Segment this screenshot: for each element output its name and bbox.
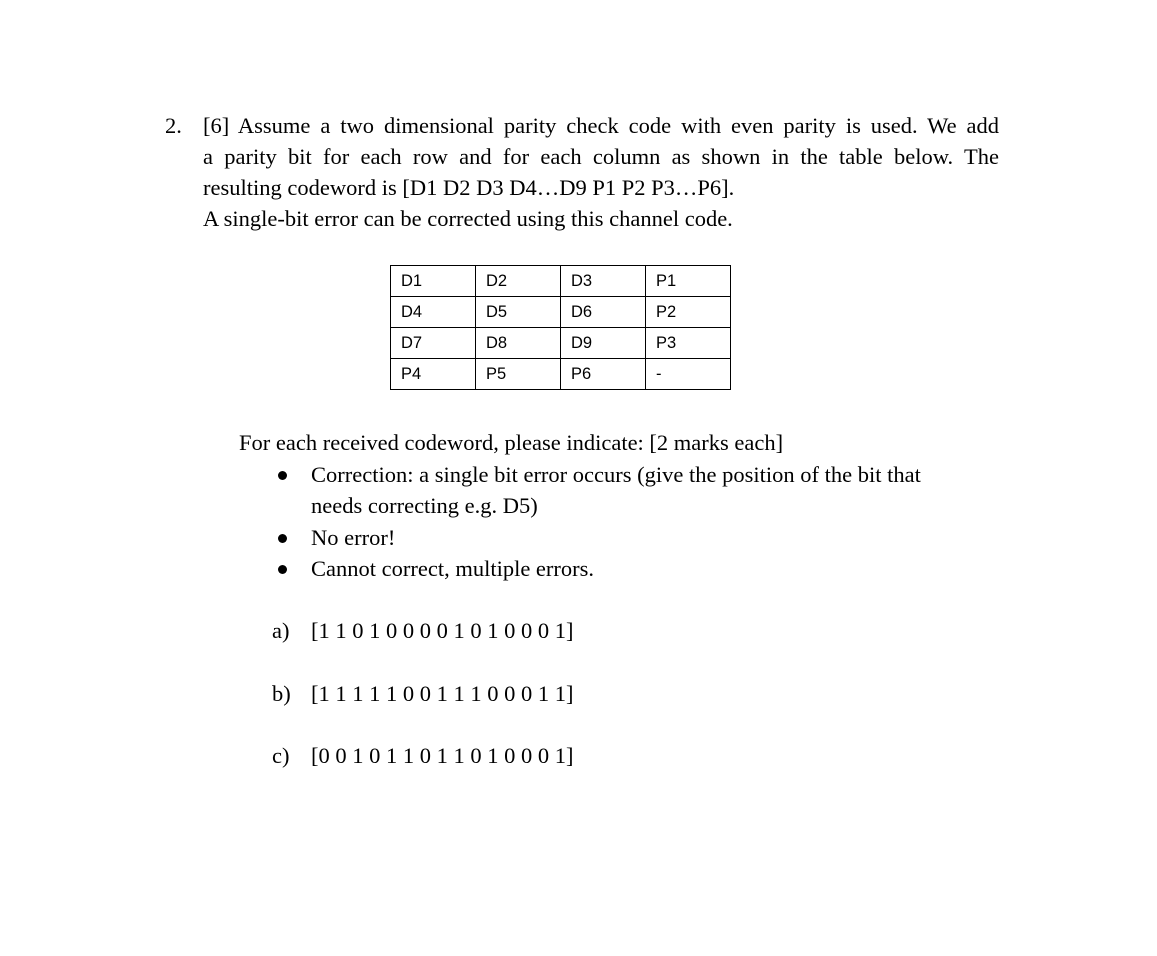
table-cell: D7 bbox=[391, 328, 476, 359]
table-cell: P6 bbox=[561, 359, 646, 390]
table-cell: D2 bbox=[476, 266, 561, 297]
table-cell: D5 bbox=[476, 297, 561, 328]
table-cell: D9 bbox=[561, 328, 646, 359]
list-item bbox=[270, 553, 921, 584]
table-cell: D4 bbox=[391, 297, 476, 328]
list-item bbox=[270, 522, 921, 553]
list-item bbox=[270, 459, 921, 521]
table-cell: P4 bbox=[391, 359, 476, 390]
parity-table bbox=[390, 265, 731, 390]
table-cell: D1 bbox=[391, 266, 476, 297]
table-cell: - bbox=[646, 359, 731, 390]
instructions-list bbox=[270, 459, 921, 584]
question-line-4: A single-bit error can be corrected using this channel code. bbox=[203, 206, 733, 231]
question-number: 2. bbox=[165, 113, 182, 138]
part-b bbox=[272, 678, 574, 709]
table-cell: P1 bbox=[646, 266, 731, 297]
part-codeword: [1 1 0 1 0 0 0 0 1 0 1 0 0 0 1] bbox=[311, 618, 574, 643]
table-cell: D8 bbox=[476, 328, 561, 359]
table-cell: P5 bbox=[476, 359, 561, 390]
part-label: b) bbox=[272, 681, 291, 706]
list-item-line-1: Correction: a single bit error occurs (give the position of the bit that bbox=[311, 462, 921, 487]
table-row bbox=[391, 359, 731, 390]
table-cell: D6 bbox=[561, 297, 646, 328]
question-line-2: a parity bit for each row and for each column as shown in the table below. The bbox=[203, 144, 999, 169]
bullet-icon bbox=[278, 471, 287, 480]
part-c bbox=[272, 740, 574, 771]
question-text bbox=[203, 110, 999, 234]
table-cell: P3 bbox=[646, 328, 731, 359]
part-a bbox=[272, 615, 574, 646]
question-line-3: resulting codeword is [D1 D2 D3 D4…D9 P1 P2 P3…P6]. bbox=[203, 175, 735, 200]
question-line-1: [6] Assume a two dimensional parity check code with even parity is used. We add bbox=[203, 113, 999, 138]
instructions-intro: For each received codeword, please indicate: [2 marks each] bbox=[239, 430, 784, 455]
bullet-icon bbox=[278, 534, 287, 543]
table-row bbox=[391, 297, 731, 328]
part-label: a) bbox=[272, 618, 290, 643]
part-codeword: [1 1 1 1 1 0 0 1 1 1 0 0 0 1 1] bbox=[311, 681, 574, 706]
bullet-icon bbox=[278, 565, 287, 574]
list-item-line-2: needs correcting e.g. D5) bbox=[311, 493, 538, 518]
part-label: c) bbox=[272, 743, 290, 768]
list-item-line-1: No error! bbox=[311, 525, 396, 550]
list-item-line-1: Cannot correct, multiple errors. bbox=[311, 556, 595, 581]
table-row bbox=[391, 328, 731, 359]
table-row bbox=[391, 266, 731, 297]
table-cell: P2 bbox=[646, 297, 731, 328]
table-cell: D3 bbox=[561, 266, 646, 297]
part-codeword: [0 0 1 0 1 1 0 1 1 0 1 0 0 0 1] bbox=[311, 743, 574, 768]
